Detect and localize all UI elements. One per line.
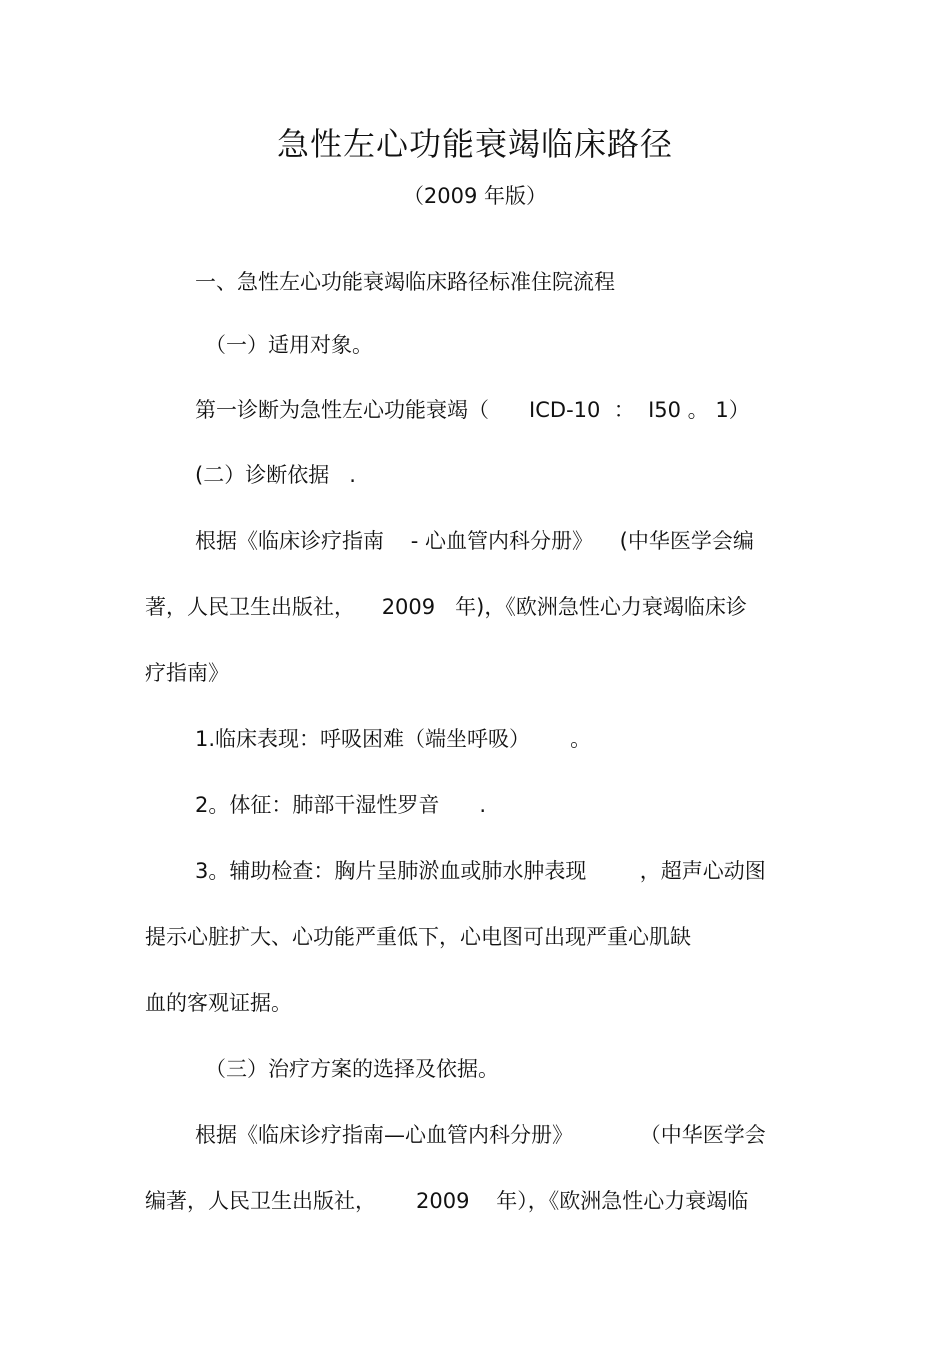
paragraph-line: 根据《临床诊疗指南—心血管内科分册》 （中华医学会 bbox=[195, 1123, 766, 1147]
document-title: 急性左心功能衰竭临床路径 bbox=[276, 125, 673, 163]
list-item-signs: 2。体征：肺部干湿性罗音 . bbox=[195, 793, 487, 817]
subsection-heading-treatment: （三）治疗方案的选择及依据。 bbox=[205, 1057, 499, 1081]
section-heading-1: 一、急性左心功能衰竭临床路径标准住院流程 bbox=[195, 270, 615, 294]
paragraph-line: 提示心脏扩大、心功能严重低下，心电图可出现严重心肌缺 bbox=[145, 925, 691, 949]
list-item-exams: 3。辅助检查：胸片呈肺淤血或肺水肿表现 ，超声心动图 bbox=[195, 859, 766, 883]
list-item-clinical: 1.临床表现：呼吸困难（端坐呼吸） 。 bbox=[195, 727, 592, 751]
paragraph-line: 血的客观证据。 bbox=[145, 991, 292, 1015]
paragraph-line: 著，人民卫生出版社， 2009 年)，《欧洲急性心力衰竭临床诊 bbox=[145, 595, 747, 619]
paragraph-line: 根据《临床诊疗指南 - 心血管内科分册》 (中华医学会编 bbox=[195, 529, 754, 553]
subsection-heading-diagnosis: (二）诊断依据 . bbox=[195, 463, 356, 487]
document-edition: （2009 年版） bbox=[402, 184, 548, 208]
paragraph-line: 疗指南》 bbox=[145, 661, 229, 685]
paragraph-line: 第一诊断为急性左心功能衰竭（ ICD-10 ： I50 。 1） bbox=[195, 398, 750, 422]
subsection-heading-applicable: （一）适用对象。 bbox=[205, 333, 373, 357]
paragraph-line: 编著，人民卫生出版社， 2009 年），《欧洲急性心力衰竭临 bbox=[145, 1189, 749, 1213]
